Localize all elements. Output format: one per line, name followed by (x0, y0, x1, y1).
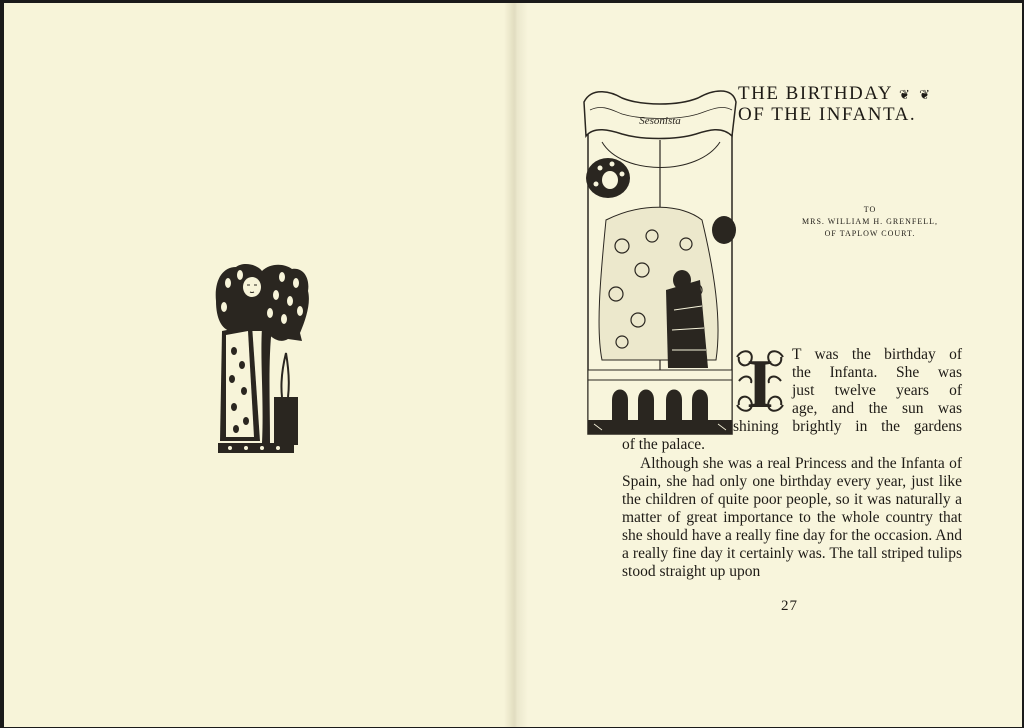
drop-cap-letter: I (746, 347, 774, 415)
title-line-2: OF THE INFANTA. (738, 104, 917, 125)
left-page (4, 3, 514, 727)
dedication-to: TO (863, 205, 877, 214)
page-number: 27 (781, 598, 798, 614)
text-line: just twelve years of (792, 382, 962, 399)
text-line: age, and the sun was (792, 400, 962, 417)
opening-lines (792, 346, 962, 418)
book-gutter (504, 3, 528, 727)
text-line: shining brightly in the gardens (733, 418, 962, 435)
dedication (770, 204, 970, 240)
drop-cap-ornament (733, 347, 787, 415)
dedication-name: MRS. WILLIAM H. GRENFELL, (802, 217, 938, 226)
text-line: T was the birthday of (792, 346, 962, 363)
tree-woman-ornament (212, 261, 312, 461)
dedication-place: OF TAPLOW COURT. (824, 229, 916, 238)
title-line-1: THE BIRTHDAY (738, 83, 893, 104)
illustration-banner-text: Sesonista (639, 115, 681, 127)
chapter-title (738, 84, 968, 124)
text-line: the Infanta. She was (792, 364, 962, 381)
infanta-illustration (582, 80, 738, 438)
text-line: of the palace. (622, 436, 706, 453)
paragraph-2: Although she was a real Princess and the Infanta of Spain, she had only one birthday every year, just like the children of quite poor people, so it was naturally a matter of great importance to the whole country that she should have a really fine day for the occasion. And a really fine day it certainly was. The tall striped tulips stood straight up upon (622, 455, 962, 580)
title-ornament-icon: ❦ ❦ (898, 87, 934, 102)
